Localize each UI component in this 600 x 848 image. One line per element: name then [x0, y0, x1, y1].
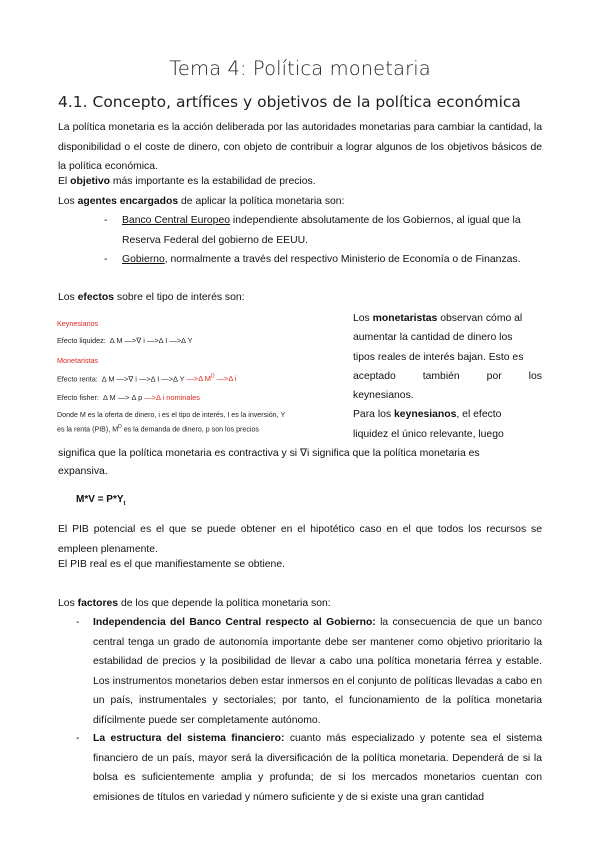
- right-col-line4: aceptado también por los: [353, 370, 542, 382]
- section-heading: 4.1. Concepto, artífices y objetivos de la política económica: [58, 93, 521, 111]
- bullet-dash: -: [76, 733, 80, 744]
- effects-figure: [57, 312, 347, 432]
- factors-intro: Los factores de los que depende la política monetaria son:: [58, 598, 331, 609]
- factor-item-independence: Independencia del Banco Central respecto al Gobierno: la consecuencia de que un banco central tenga un grado de autonomía importante debe ser mantener como objetivo prioritario la estabilidad de precios y la posibilidad de llevar a cabo una política monetaria férrea y estable. Los instrumentos monetarios deben estar inmersos en el conjunto de políticas llevadas a cabo en un país, instrumentales y sectoriales; por tanto, el funcionamiento de la política monetaria difícilmente puede ser completamente autónomo.: [93, 617, 542, 726]
- factor-item-financial-structure: La estructura del sistema financiero: cuanto más especializado y potente sea el sistema financiero de un país, mayor será la diversificación de la política monetaria. Dependerá de si la bolsa es suficientemente amplia y profunda; de si los mercados monetarios cuentan con emisiones de títulos en variedad y número suficiente y de si existe una gran cantidad: [93, 733, 542, 803]
- pib-potential: El PIB potencial es el que se puede obtener en el hipotético caso en el que todos los recursos se empleen plenamente.: [58, 524, 542, 555]
- objective-line: El objetivo más importante es la estabilidad de precios.: [58, 176, 316, 187]
- pib-real: El PIB real es el que manifiestamente se obtiene.: [58, 559, 285, 570]
- fisher-effect: Efecto fisher: Δ M —> Δ p —>Δ i nominales: [57, 393, 200, 402]
- income-effect: Efecto renta: Δ M —>∇ i —>Δ I —>Δ Y —>Δ $M^D$ —>Δ i: [57, 374, 237, 384]
- bullet-dash: -: [76, 617, 80, 628]
- right-column-text: Los monetaristas observan cómo al aumentar la cantidad de dinero los tipos reales de interés bajan. Esto es aceptado también por los keynesianos. Para los keynesianos, el efecto liquidez el único relevante, luego: [353, 313, 542, 440]
- liquidity-effect: Efecto liquidez: Δ M —>∇ i —>Δ I —>Δ Y: [57, 336, 193, 345]
- quantity-equation: $M*V = P*Y_t$: [76, 494, 126, 507]
- continuation-line-2: expansiva.: [58, 466, 108, 477]
- intro-paragraph: La política monetaria es la acción deliberada por las autoridades monetarias para cambiar la cantidad, la disponibilidad o el coste de dinero, con objeto de contribuir a lograr algunos de los objetivos básicos de la política económica.: [58, 122, 542, 172]
- keynesians-label: Keynesianos: [57, 319, 99, 328]
- agents-intro: Los agentes encargados de aplicar la política monetaria son:: [58, 195, 345, 207]
- agent-item-ecb: Banco Central Europeo independiente absolutamente de los Gobiernos, al igual que la: [122, 215, 521, 226]
- effects-intro: Los efectos sobre el tipo de interés son:: [58, 292, 245, 303]
- bullet-dash: -: [104, 254, 108, 265]
- monetarists-label: Monetaristas: [57, 356, 99, 365]
- bullet-dash: -: [104, 215, 108, 226]
- figure-note: Donde M es la oferta de dinero, i es el tipo de interés, I es la inversión, Y es la renta (PIB), $M^D$ es la demanda de dinero, p son los precios: [57, 411, 286, 433]
- agent-item-ecb-cont: Reserva Federal del gobierno de EEUU.: [122, 234, 308, 246]
- continuation-line: significa que la política monetaria es contractiva y si ∇i significa que la política monetaria es: [58, 448, 480, 459]
- agent-item-government: Gobierno, normalmente a través del respectivo Ministerio de Economía o de Finanzas.: [122, 254, 521, 265]
- page-title: Tema 4: Política monetaria: [169, 57, 431, 80]
